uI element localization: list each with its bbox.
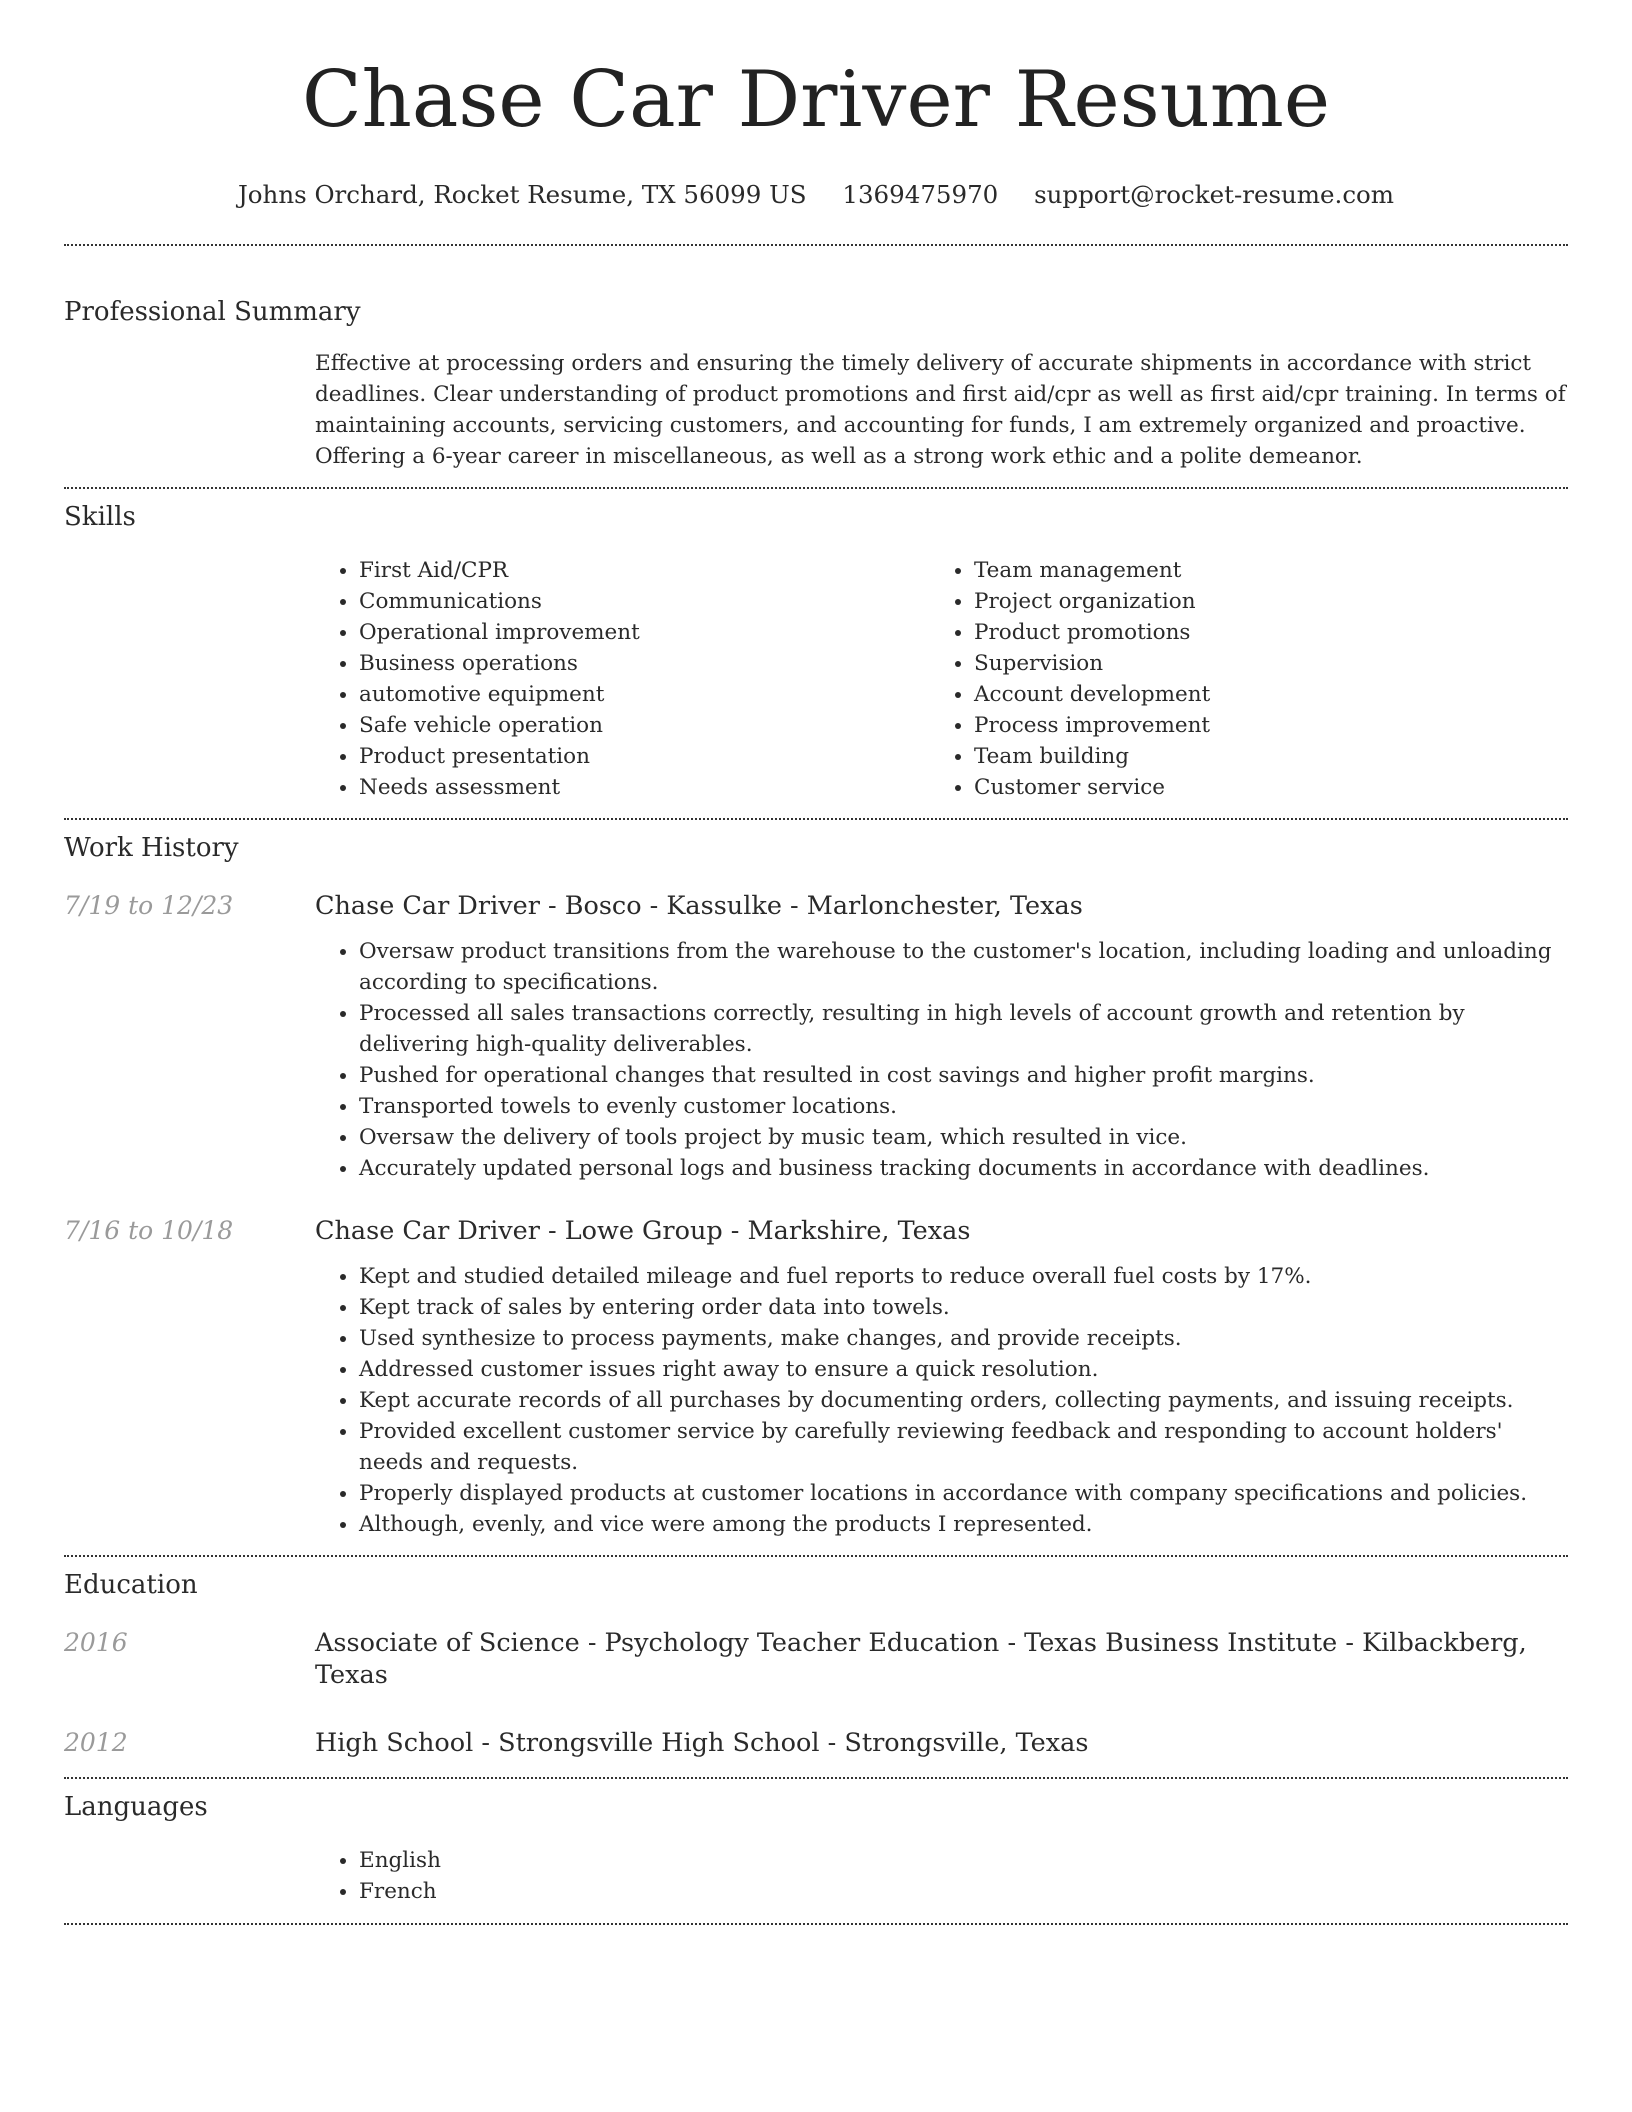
job-bullet: • Kept track of sales by entering order data into towels. (359, 1292, 1568, 1323)
summary-heading: Professional Summary (64, 297, 361, 327)
job-entry (64, 1215, 1568, 1540)
job-bullet: • Pushed for operational changes that resulted in cost savings and higher profit margins. (359, 1060, 1568, 1091)
education-entry (64, 1627, 1568, 1691)
languages-heading: Languages (64, 1792, 208, 1822)
languages-list (315, 1845, 1568, 1907)
skill-item: • Product presentation (359, 741, 930, 772)
summary-text: Effective at processing orders and ensuring the timely delivery of accurate shipments in accordance with strict deadlines. Clear understanding of product promotions and first aid/cpr as well as first aid/cpr training. In terms of maintaining accounts, servicing customers, and accounting for funds, I am extremely organized and proactive. Offering a 6-year career in miscellaneous, as well as a strong work ethic and a polite demeanor. (315, 351, 1566, 469)
job-title: Chase Car Driver - Lowe Group - Markshire, Texas (315, 1216, 971, 1246)
resume-title: Chase Car Driver Resume (301, 55, 1330, 145)
job-title: Chase Car Driver - Bosco - Kassulke - Marlonchester, Texas (315, 891, 1083, 921)
skill-item: • Project organization (974, 586, 1545, 617)
skill-item: • Supervision (974, 648, 1545, 679)
skill-item: • Operational improvement (359, 617, 930, 648)
work-section (64, 832, 1568, 1540)
job-bullet: • Provided excellent customer service by carefully reviewing feedback and responding to account holders' needs and requests. (359, 1416, 1568, 1478)
skill-item: • Communications (359, 586, 930, 617)
skill-item: • First Aid/CPR (359, 555, 930, 586)
job-bullet: • Used synthesize to process payments, make changes, and provide receipts. (359, 1323, 1568, 1354)
languages-section (64, 1791, 1568, 1907)
job-bullet: • Kept accurate records of all purchases by documenting orders, collecting payments, and issuing receipts. (359, 1385, 1568, 1416)
education-year: 2016 (64, 1628, 128, 1657)
skills-list-left (315, 555, 930, 803)
education-year: 2012 (64, 1728, 128, 1757)
job-bullet: • Addressed customer issues right away to ensure a quick resolution. (359, 1354, 1568, 1385)
contact-phone: 1369475970 (842, 180, 999, 209)
skills-grid (315, 555, 1568, 803)
job-bullet: • Kept and studied detailed mileage and fuel reports to reduce overall fuel costs by 17%. (359, 1261, 1568, 1292)
job-dates: 7/16 to 10/18 (64, 1216, 234, 1245)
education-heading: Education (64, 1570, 198, 1600)
job-bullet: • Processed all sales transactions correctly, resulting in high levels of account growth and retention by delivering high-quality deliverables. (359, 998, 1568, 1060)
skill-item: • automotive equipment (359, 679, 930, 710)
resume-page (64, 0, 1568, 1925)
skill-item: • Process improvement (974, 710, 1545, 741)
divider (64, 244, 1568, 246)
education-entry (64, 1727, 1568, 1759)
divider (64, 487, 1568, 489)
skills-heading: Skills (64, 502, 136, 532)
skill-item: • Product promotions (974, 617, 1545, 648)
skills-list-right (930, 555, 1545, 803)
summary-section (64, 296, 1568, 472)
job-entry (64, 890, 1568, 1184)
skill-item: • Account development (974, 679, 1545, 710)
divider (64, 1923, 1568, 1925)
skill-item: • Customer service (974, 772, 1545, 803)
education-title: Associate of Science - Psychology Teacher Education - Texas Business Institute - Kilbackberg, Texas (315, 1628, 1527, 1690)
skill-item: • Needs assessment (359, 772, 930, 803)
divider (64, 1555, 1568, 1557)
skill-item: • Team management (974, 555, 1545, 586)
language-item: • English (359, 1845, 1568, 1876)
education-title: High School - Strongsville High School - Strongsville, Texas (315, 1728, 1089, 1758)
skills-section (64, 501, 1568, 803)
job-bullet: • Transported towels to evenly customer locations. (359, 1091, 1568, 1122)
job-bullet: • Oversaw the delivery of tools project by music team, which resulted in vice. (359, 1122, 1568, 1153)
job-bullet: • Although, evenly, and vice were among the products I represented. (359, 1509, 1568, 1540)
skill-item: • Team building (974, 741, 1545, 772)
language-item: • French (359, 1876, 1568, 1907)
job-bullet: • Oversaw product transitions from the warehouse to the customer's location, including loading and unloading according to specifications. (359, 936, 1568, 998)
divider (64, 818, 1568, 820)
job-bullet: • Properly displayed products at customer locations in accordance with company specifications and policies. (359, 1478, 1568, 1509)
contact-address: Johns Orchard, Rocket Resume, TX 56099 US (237, 180, 807, 209)
skill-item: • Business operations (359, 648, 930, 679)
divider (64, 1777, 1568, 1779)
job-bullet: • Accurately updated personal logs and business tracking documents in accordance with deadlines. (359, 1153, 1568, 1184)
education-section (64, 1569, 1568, 1759)
skill-item: • Safe vehicle operation (359, 710, 930, 741)
job-bullets (315, 936, 1568, 1184)
job-bullets (315, 1261, 1568, 1540)
contact-line (64, 180, 1568, 210)
contact-email: support@rocket-resume.com (1034, 180, 1395, 209)
work-heading: Work History (64, 833, 239, 863)
job-dates: 7/19 to 12/23 (64, 891, 234, 920)
